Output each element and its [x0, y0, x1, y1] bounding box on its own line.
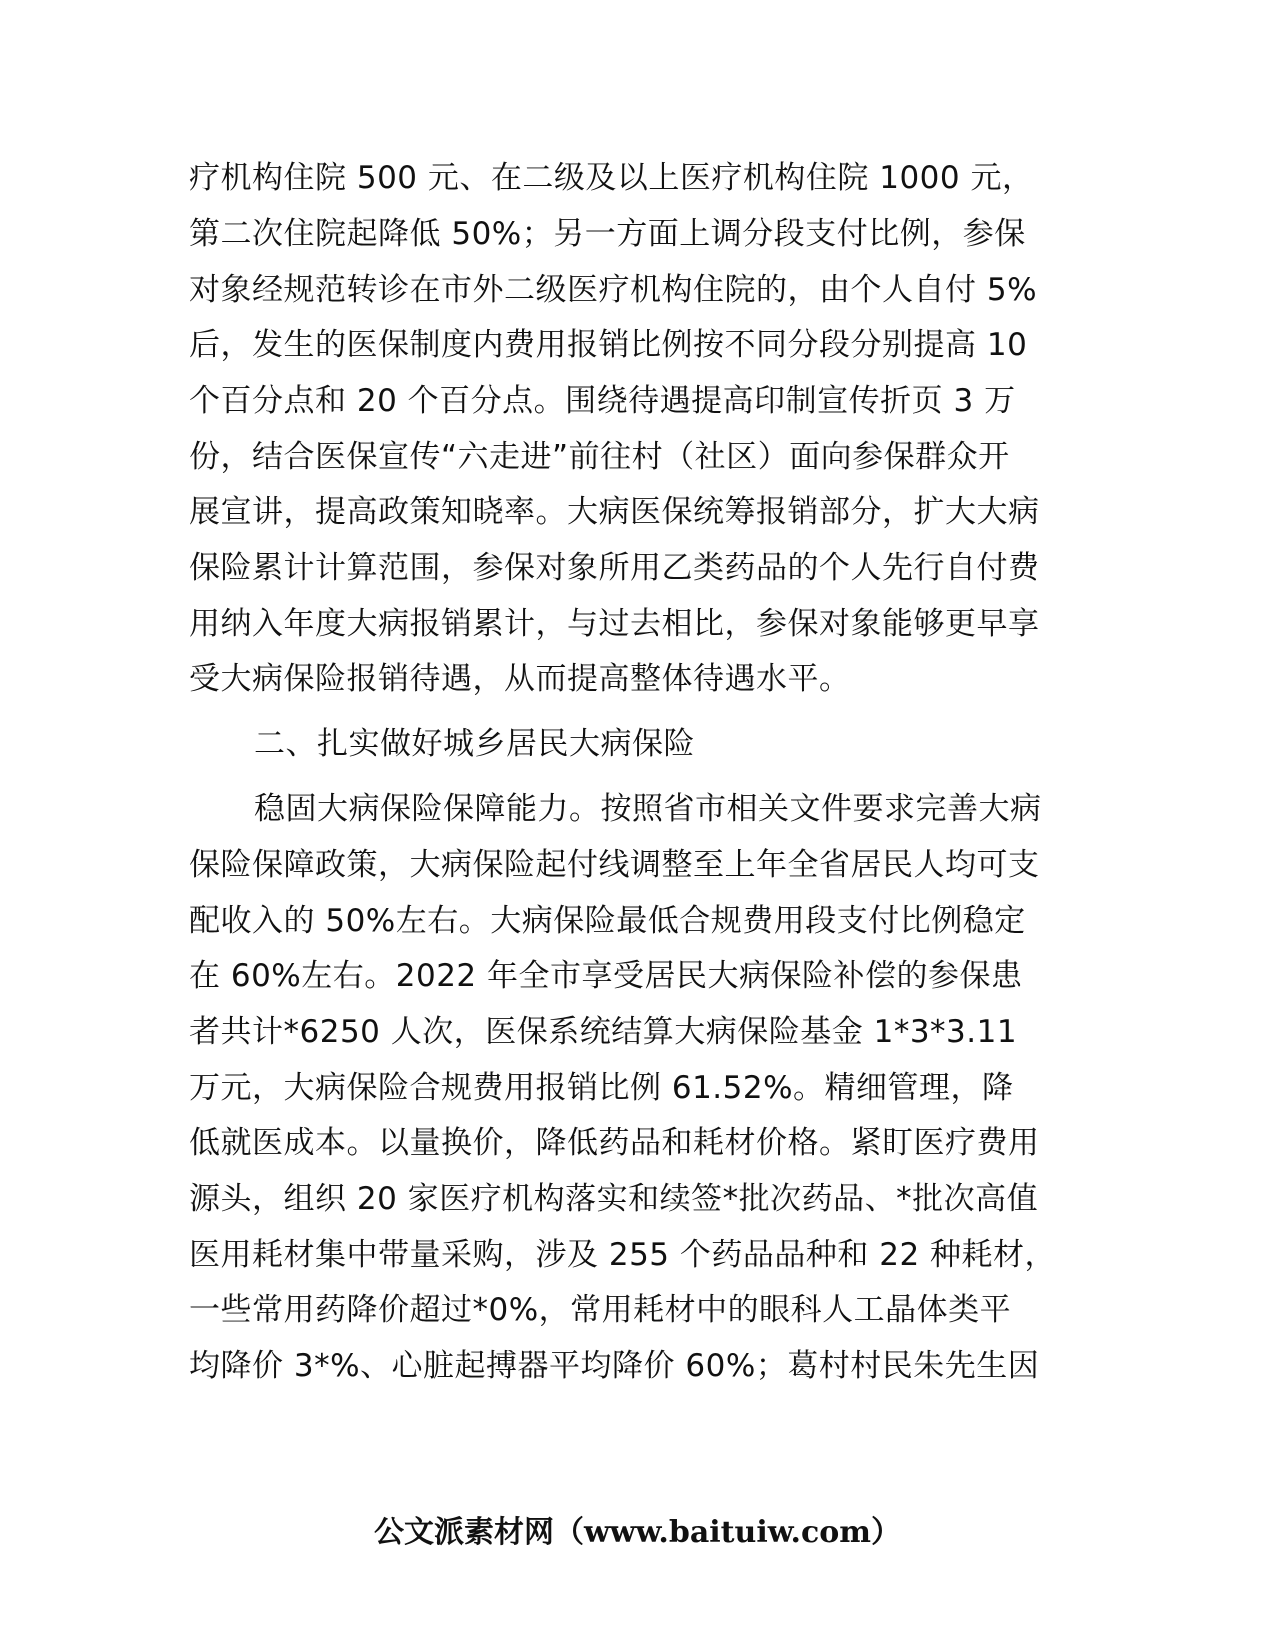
body-text-line: 万元，大病保险合规费用报销比例 61.52%。精细管理，降 [189, 1070, 1014, 1106]
body-text-line: 后，发生的医保制度内费用报销比例按不同分段分别提高 10 [189, 327, 1028, 363]
section-heading: 二、扎实做好城乡居民大病保险 [254, 726, 695, 762]
body-text-line: 医用耗材集中带量采购，涉及 255 个药品品种和 22 种耗材， [189, 1237, 1057, 1273]
body-text-line: 稳固大病保险保障能力。按照省市相关文件要求完善大病 [254, 791, 1042, 827]
body-text-line: 用纳入年度大病报销累计，与过去相比，参保对象能够更早享 [189, 606, 1040, 642]
body-text-line: 者共计*6250 人次，医保系统结算大病保险基金 1*3*3.11 [189, 1014, 1018, 1050]
body-text-line: 源头，组织 20 家医疗机构落实和续签*批次药品、*批次高值 [189, 1181, 1039, 1217]
body-text-line: 低就医成本。以量换价，降低药品和耗材价格。紧盯医疗费用 [189, 1125, 1040, 1161]
body-text-line: 均降价 3*%、心脏起搏器平均降价 60%；葛村村民朱先生因 [189, 1348, 1040, 1384]
body-text-line: 保险保障政策，大病保险起付线调整至上年全省居民人均可支 [189, 847, 1040, 883]
body-text-line: 保险累计计算范围，参保对象所用乙类药品的个人先行自付费 [189, 550, 1040, 586]
body-text-line: 在 60%左右。2022 年全市享受居民大病保险补偿的参保患 [189, 958, 1023, 994]
body-text-line: 第二次住院起降低 50%；另一方面上调分段支付比例，参保 [189, 216, 1026, 252]
body-text-line: 一些常用药降价超过*0%，常用耗材中的眼科人工晶体类平 [189, 1292, 1012, 1328]
body-text-line: 受大病保险报销待遇，从而提高整体待遇水平。 [189, 661, 851, 697]
body-text-line: 对象经规范转诊在市外二级医疗机构住院的，由个人自付 5% [189, 272, 1038, 308]
body-text-line: 展宣讲，提高政策知晓率。大病医保统筹报销部分，扩大大病 [189, 494, 1040, 530]
footer-watermark: 公文派素材网（www.baituiw.com） [373, 1515, 902, 1550]
body-text-line: 个百分点和 20 个百分点。围绕待遇提高印制宣传折页 3 万 [189, 383, 1016, 419]
body-text-line: 疗机构住院 500 元、在二级及以上医疗机构住院 1000 元， [189, 160, 1034, 196]
body-text-line: 配收入的 50%左右。大病保险最低合规费用段支付比例稳定 [189, 903, 1026, 939]
body-text-line: 份，结合医保宣传“六走进”前往村（社区）面向参保群众开 [189, 439, 1010, 475]
